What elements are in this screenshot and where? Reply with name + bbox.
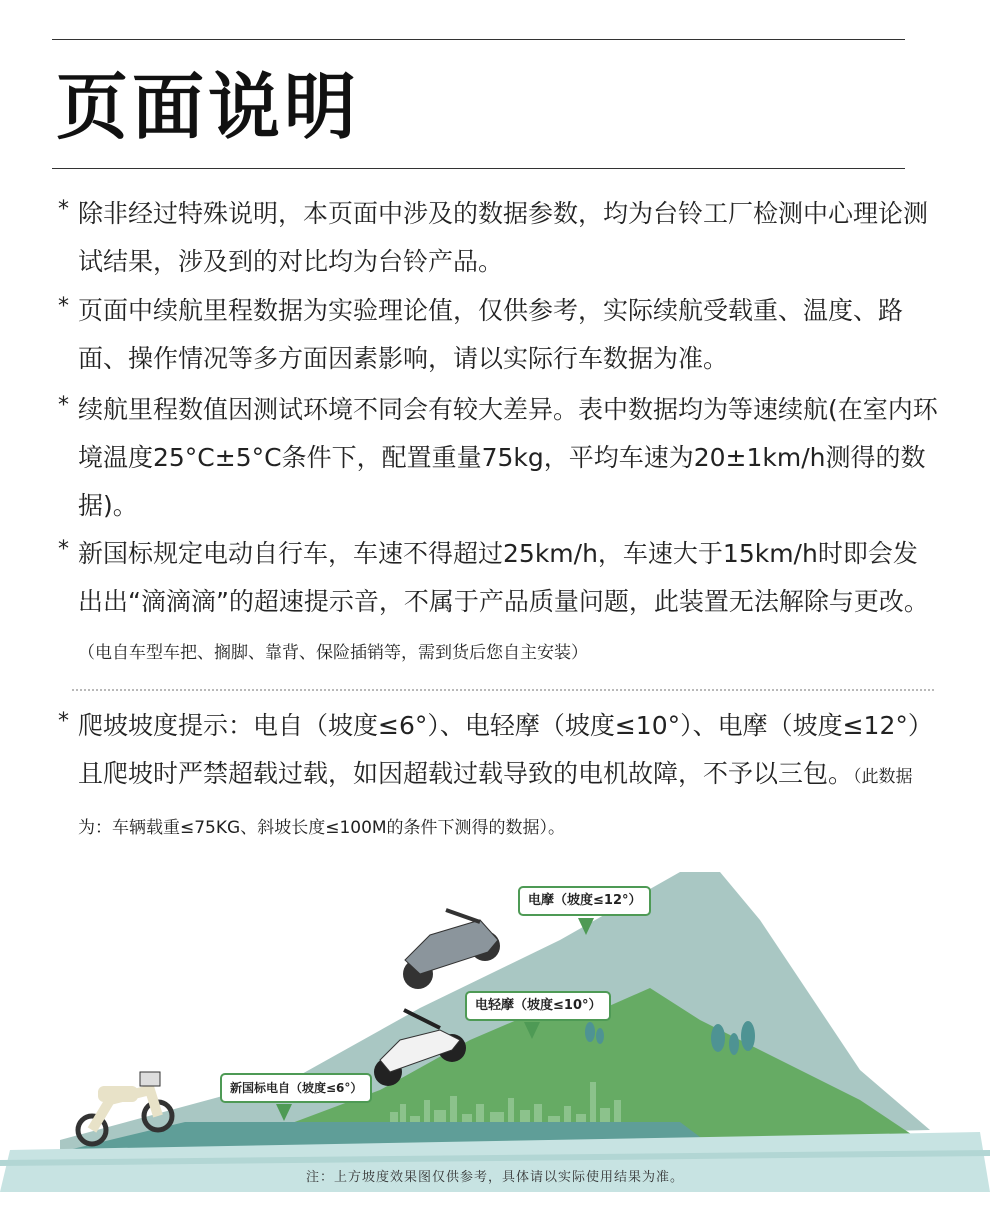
note-item-1 [58,190,938,286]
star-icon: * [58,393,69,418]
star-icon: * [58,197,69,222]
motorcycle-slope-label: 电摩（坡度≤12°） [518,886,651,916]
disclaimer-note: 注：上方坡度效果图仅供参考，具体请以实际使用结果为准。 [305,1170,684,1185]
note-item-3 [58,386,938,530]
note-small-text: （此数据为：车辆载重≤75KG、斜坡长度≤100M的条件下测得的数据）。 [78,767,913,838]
note-item-4 [58,530,938,677]
dotted-divider [72,689,934,691]
star-icon: * [58,294,69,319]
note-item-5 [58,702,938,852]
note-text: 页面中续航里程数据为实验理论值，仅供参考，实际续航受载重、温度、路面、操作情况等多方面因素影响，请以实际行车数据为准。 [78,296,904,373]
top-rule [52,39,905,40]
page-title: 页面说明 [56,65,361,149]
star-icon: * [58,709,69,734]
note-text: 爬坡坡度提示：电自（坡度≤6°）、电轻摩（坡度≤10°）、电摩（坡度≤12°）且爬坡时严禁超载过载，如因超载过载导致的电机故障，不予以三包。 [78,711,933,788]
note-item-2 [58,287,938,383]
ebike-slope-label: 新国标电自（坡度≤6°） [220,1073,372,1103]
light-motorcycle-slope-label: 电轻摩（坡度≤10°） [465,991,611,1021]
note-text: 新国标规定电动自行车，车速不得超过25km/h，车速大于15km/h时即会发出出“滴滴滴”的超速提示音，不属于产品质量问题，此装置无法解除与更改。 [78,539,929,616]
star-icon: * [58,537,69,562]
note-small-text: （电自车型车把、搁脚、靠背、保险插销等，需到货后您自主安装） [78,643,588,663]
title-rule [52,168,905,169]
note-text: 续航里程数值因测试环境不同会有较大差异。表中数据均为等速续航(在室内环境温度25°C±5°C条件下，配置重量75kg，平均车速为20±1km/h测得的数据)。 [78,395,938,520]
note-text: 除非经过特殊说明，本页面中涉及的数据参数，均为台铃工厂检测中心理论测试结果，涉及到的对比均为台铃产品。 [78,199,929,276]
